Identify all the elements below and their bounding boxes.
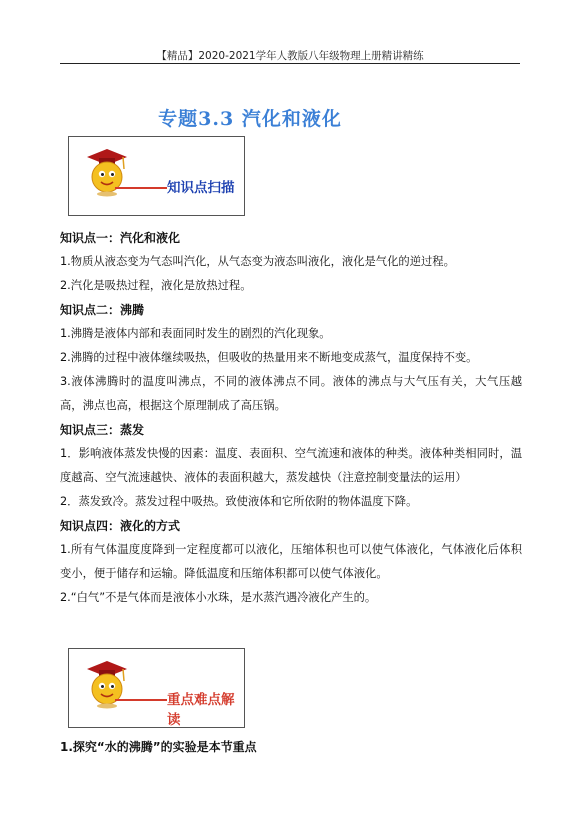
- page-title: 专题3.3 汽化和液化: [158, 108, 342, 130]
- section-1-para-1: 1.物质从液态变为气态叫汽化，从气态变为液态叫液化，液化是气化的逆过程。: [60, 255, 455, 268]
- page-header: 【精品】2020-2021学年人教版八年级物理上册精讲精练: [156, 50, 424, 62]
- section-2-para-2: 2.沸腾的过程中液体继续吸热，但吸收的热量用来不断地变成蒸气，温度保持不变。: [60, 351, 478, 364]
- section-2-heading: 知识点二：沸腾: [60, 303, 145, 317]
- knowledge-scan-label: 知识点扫描: [167, 180, 235, 196]
- bottom-heading: 1.探究“水的沸腾”的实验是本节重点: [60, 740, 257, 754]
- graduate-mascot-icon: [83, 657, 129, 709]
- header-rule: [60, 63, 520, 64]
- section-2-para-3: 3.液体沸腾时的温度叫沸点，不同的液体沸点不同。液体的沸点与大气压有关，大气压越高，沸点也高，根据这个原理制成了高压锅。: [60, 375, 522, 412]
- section-3-para-1: 1．影响液体蒸发快慢的因素：温度、表面积、空气流速和液体的种类。液体种类相同时，温度越高、空气流速越快、液体的表面积越大，蒸发越快（注意控制变量法的运用）: [60, 447, 522, 484]
- section-1-heading: 知识点一：汽化和液化: [60, 231, 181, 245]
- key-points-banner: [68, 648, 245, 728]
- key-points-label: 重点难点解读: [167, 692, 235, 728]
- section-2-para-1: 1.沸腾是液体内部和表面同时发生的剧烈的汽化现象。: [60, 327, 331, 340]
- knowledge-scan-banner: [68, 136, 245, 216]
- section-4-para-2: 2.“白气”不是气体而是液体小水珠，是水蒸汽遇冷液化产生的。: [60, 591, 377, 604]
- red-underline: [115, 699, 167, 701]
- red-underline: [115, 187, 167, 189]
- section-4-heading: 知识点四：液化的方式: [60, 519, 181, 533]
- section-1-para-2: 2.汽化是吸热过程，液化是放热过程。: [60, 279, 252, 292]
- section-3-heading: 知识点三：蒸发: [60, 423, 145, 437]
- section-3-para-2: 2．蒸发致冷。蒸发过程中吸热。致使液体和它所依附的物体温度下降。: [60, 495, 418, 508]
- content: [60, 226, 522, 610]
- graduate-mascot-icon: [83, 145, 129, 197]
- section-4-para-1: 1.所有气体温度度降到一定程度都可以液化，压缩体积也可以使气体液化，气体液化后体积变小，便于储存和运输。降低温度和压缩体积都可以使气体液化。: [60, 543, 522, 580]
